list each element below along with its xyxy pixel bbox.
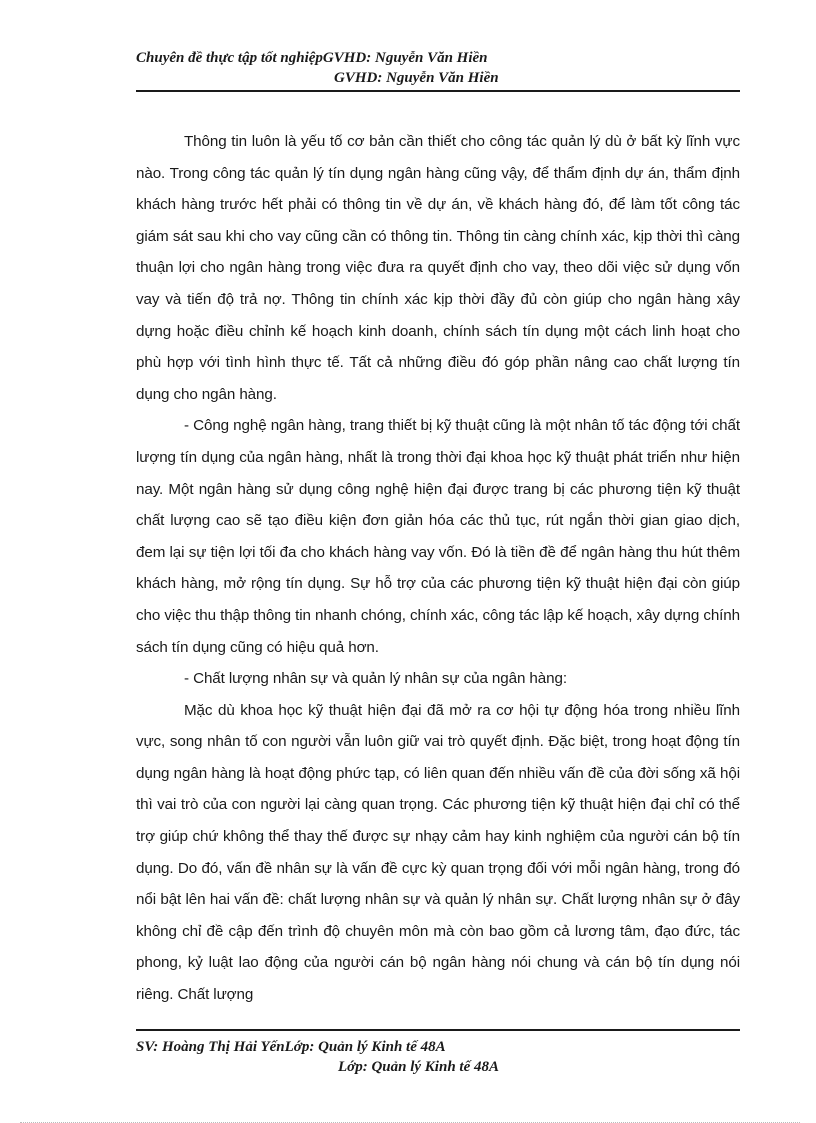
page-header xyxy=(136,48,740,88)
document-body xyxy=(136,126,740,1011)
footer-student: SV: Hoàng Thị Hải YếnLớp: Quản lý Kinh tế 48A xyxy=(136,1039,446,1055)
page-footer xyxy=(136,1037,740,1077)
paragraph-information: Thông tin luôn là yếu tố cơ bản cần thiết cho công tác quản lý dù ở bất kỳ lĩnh vực nào. Trong công tác quản lý tín dụng ngân hàng cũng vậy, để thẩm định dự án, thẩm định khách hàng trước hết phải có thông tin về dự án, về khách hàng đó, để làm tốt công tác giám sát sau khi cho vay cũng cần có thông tin. Thông tin càng chính xác, kịp thời thì càng thuận lợi cho ngân hàng trong việc đưa ra quyết định cho vay, theo dõi việc sử dụng vốn vay và tiến độ trả nợ. Thông tin chính xác kịp thời đầy đủ còn giúp cho ngân hàng xây dựng hoặc điều chỉnh kế hoạch kinh doanh, chính sách tín dụng một cách linh hoạt cho phù hợp với tình hình thực tế. Tất cả những điều đó góp phần nâng cao chất lượng tín dụng cho ngân hàng. xyxy=(136,133,740,403)
paragraph-technology: - Công nghệ ngân hàng, trang thiết bị kỹ thuật cũng là một nhân tố tác động tới chất lượng tín dụng của ngân hàng, nhất là trong thời đại khoa học kỹ thuật phát triển như hiện nay. Một ngân hàng sử dụng công nghệ hiện đại được trang bị các phương tiện kỹ thuật chất lượng cao sẽ tạo điều kiện đơn giản hóa các thủ tục, rút ngắn thời gian giao dịch, đem lại sự tiện lợi tối đa cho khách hàng vay vốn. Đó là tiền đề để ngân hàng thu hút thêm khách hàng, mở rộng tín dụng. Sự hỗ trợ của các phương tiện kỹ thuật hiện đại còn giúp cho việc thu thập thông tin nhanh chóng, chính xác, công tác lập kế hoạch, xây dựng chính sách tín dụng cũng có hiệu quả hơn. xyxy=(136,417,740,656)
header-supervisor: GVHD: Nguyễn Văn Hiền xyxy=(334,70,499,86)
paragraph-human-factor: Mặc dù khoa học kỹ thuật hiện đại đã mở ra cơ hội tự động hóa trong nhiều lĩnh vực, song nhân tố con người vẫn luôn giữ vai trò quyết định. Đặc biệt, trong hoạt động tín dụng ngân hàng là hoạt động phức tạp, có liên quan đến nhiều vấn đề của đời sống xã hội thì vai trò của con người lại càng quan trọng. Các phương tiện kỹ thuật hiện đại chỉ có thể trợ giúp chứ không thể thay thế được sự nhạy cảm hay kinh nghiệm của người cán bộ tín dụng. Do đó, vấn đề nhân sự là vấn đề cực kỳ quan trọng đối với mỗi ngân hàng, trong đó nổi bật lên hai vấn đề: chất lượng nhân sự và quản lý nhân sự. Chất lượng nhân sự ở đây không chỉ đề cập đến trình độ chuyên môn mà còn bao gồm cả lương tâm, đạo đức, tác phong, kỷ luật lao động của người cán bộ ngân hàng nói chung và cán bộ tín dụng nói riêng. Chất lượng xyxy=(136,701,740,1004)
header-divider xyxy=(136,90,740,92)
paragraph-hr-heading: - Chất lượng nhân sự và quản lý nhân sự của ngân hàng: xyxy=(184,670,567,688)
footer-divider xyxy=(136,1029,740,1031)
header-title: Chuyên đề thực tập tốt nghiệpGVHD: Nguyễn Văn Hiền xyxy=(136,50,488,66)
footer-class: Lớp: Quản lý Kinh tế 48A xyxy=(338,1059,499,1075)
